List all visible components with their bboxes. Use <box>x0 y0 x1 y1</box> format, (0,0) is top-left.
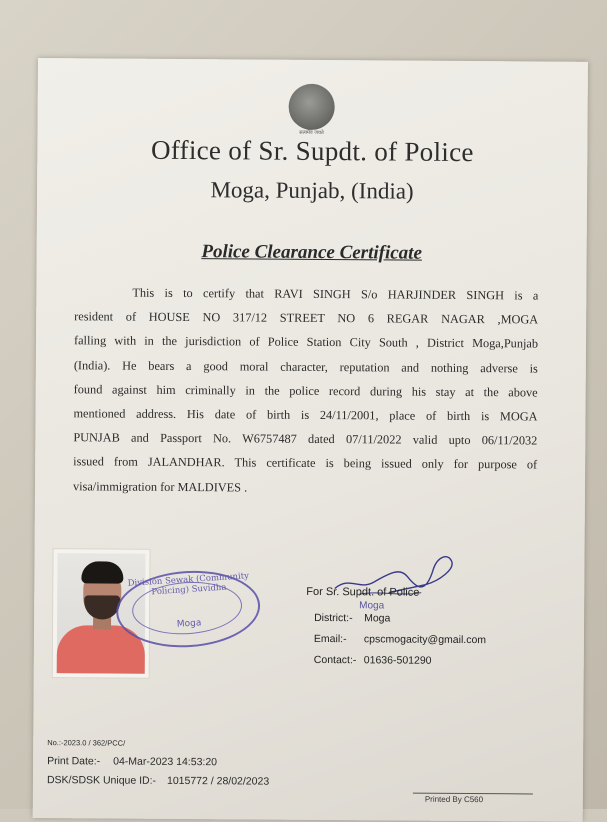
print-date-value: 04-Mar-2023 14:53:20 <box>113 755 218 769</box>
reference-number: No.:-2023.0 / 362/PCC/ <box>47 738 126 748</box>
body-line: falling with in the jurisdiction of Police Station City South , District Moga,Punjab <box>73 333 539 351</box>
district-value: Moga <box>364 612 391 625</box>
certificate-body <box>73 280 539 501</box>
certificate-paper <box>33 58 588 822</box>
photo-hair <box>81 561 123 583</box>
office-title: Office of Sr. Supdt. of Police <box>150 134 474 168</box>
contact-row <box>314 654 432 667</box>
district-row <box>314 612 390 625</box>
unique-id-label: DSK/SDSK Unique ID:- <box>46 774 157 787</box>
certificate-title: Police Clearance Certificate <box>201 241 423 264</box>
stamp-arc-text: Division Sewak (Community Policing) Suvidha <box>127 571 250 598</box>
body-line: mentioned address. His date of birth is 24/11/2001, place of birth is MOGA <box>73 406 538 424</box>
emblem-caption: सत्यमेव जयते <box>299 129 324 136</box>
signatory-stamp-moga: Moga <box>359 600 385 612</box>
printed-by: Printed By C560 <box>424 794 484 805</box>
stamp-center-text: Moga <box>176 618 202 630</box>
contact-value: 01636-501290 <box>363 654 432 667</box>
body-line: issued from JALANDHAR. This certificate is being issued only for purpose of <box>73 454 538 472</box>
district-label: District:- <box>314 611 353 625</box>
office-location: Moga, Punjab, (India) <box>210 177 414 204</box>
email-row <box>314 633 486 646</box>
unique-id-value: 1015772 / 28/02/2023 <box>166 774 270 788</box>
signatory-designation: For Sr. Supdt. of Police <box>306 585 420 599</box>
print-date-label: Print Date:- <box>47 755 101 768</box>
body-line: This is to certify that RAVI SINGH S/o HARJINDER SINGH is a <box>132 285 539 303</box>
state-emblem-icon <box>289 84 335 130</box>
contact-label: Contact:- <box>313 653 357 667</box>
body-line: resident of HOUSE NO 317/12 STREET NO 6 REGAR NAGAR ,MOGA <box>74 309 539 327</box>
email-value: cpscmogacity@gmail.com <box>363 633 487 647</box>
email-label: Email:- <box>313 632 347 646</box>
body-line: found against him criminally in the police record during his stay at the above <box>73 382 538 400</box>
body-line: (India). He bears a good moral character, reputation and nothing adverse is <box>73 357 538 376</box>
print-date-row <box>47 755 217 768</box>
body-line: visa/immigration for MALDIVES . <box>72 478 248 495</box>
unique-id-row <box>47 774 269 788</box>
body-line: PUNJAB and Passport No. W6757487 dated 07/11/2022 valid upto 06/11/2032 <box>73 430 538 448</box>
